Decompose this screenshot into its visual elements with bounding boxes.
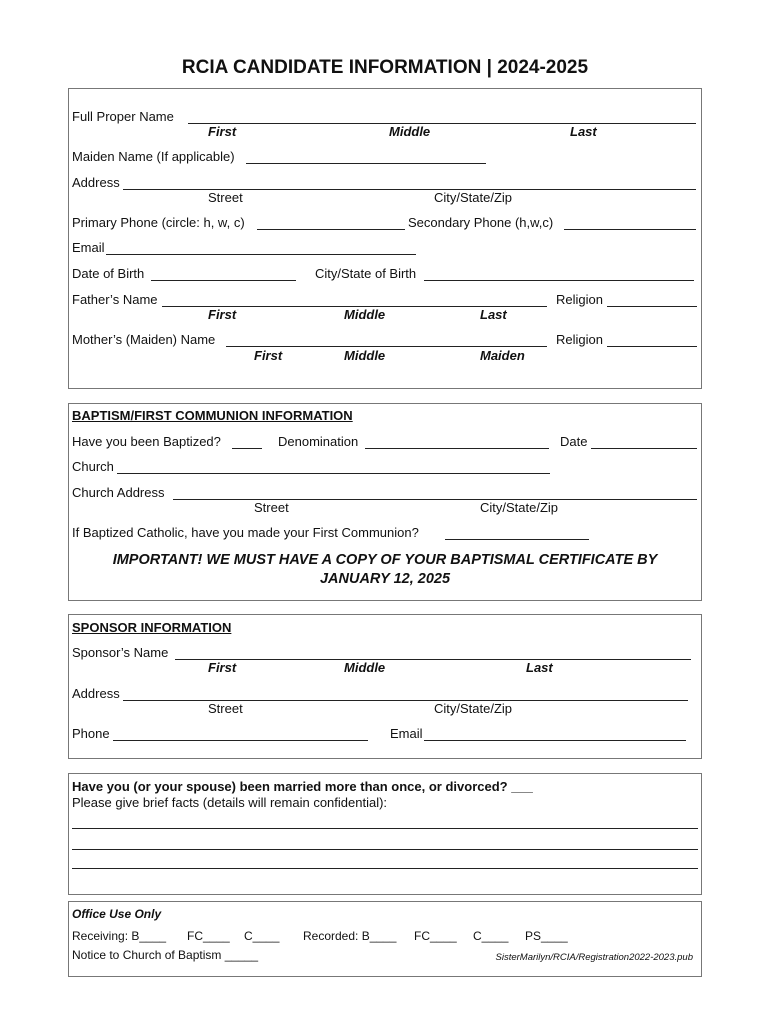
church-label: Church xyxy=(72,459,114,474)
mother-religion-label: Religion xyxy=(556,332,603,347)
baptized-label: Have you been Baptized? xyxy=(72,434,221,449)
primary-phone-label: Primary Phone (circle: h, w, c) xyxy=(72,215,245,230)
father-name-label: Father’s Name xyxy=(72,292,158,307)
mother-maiden-caption: Maiden xyxy=(480,348,525,363)
email-field[interactable] xyxy=(106,254,416,255)
street-caption: Street xyxy=(208,190,243,205)
father-religion-label: Religion xyxy=(556,292,603,307)
office-use-section xyxy=(68,901,702,977)
date-label: Date xyxy=(560,434,588,449)
secondary-phone-label: Secondary Phone (h,w,c) xyxy=(408,215,554,230)
church-city-caption: City/State/Zip xyxy=(480,500,559,515)
marriage-question: Have you (or your spouse) been married more than once, or divorced? ___ xyxy=(72,779,533,794)
recorded-fc: FC____ xyxy=(414,929,457,943)
sponsor-first-caption: First xyxy=(208,660,237,675)
first-caption: First xyxy=(208,124,237,139)
candidate-section xyxy=(68,88,702,389)
father-middle-caption: Middle xyxy=(344,307,386,322)
dob-field[interactable] xyxy=(151,280,296,281)
important-notice-line1: IMPORTANT! WE MUST HAVE A COPY OF YOUR BAPTISMAL CERTIFICATE BY xyxy=(112,552,658,568)
maiden-name-label: Maiden Name (If applicable) xyxy=(72,149,235,164)
page-title: RCIA CANDIDATE INFORMATION | 2024-2025 xyxy=(181,57,589,78)
church-field[interactable] xyxy=(117,473,550,474)
sponsor-name-label: Sponsor’s Name xyxy=(72,645,169,660)
city-state-zip-caption: City/State/Zip xyxy=(434,190,513,205)
recorded-c: C____ xyxy=(473,929,509,943)
denomination-label: Denomination xyxy=(278,434,359,449)
receiving-b: Receiving: B____ xyxy=(72,929,167,943)
primary-phone-field[interactable] xyxy=(257,229,405,230)
notice-label: Notice to Church of Baptism _____ xyxy=(72,948,259,962)
email-label: Email xyxy=(72,240,105,255)
middle-caption: Middle xyxy=(389,124,431,139)
full-name-field[interactable] xyxy=(188,123,696,124)
sponsor-phone-label: Phone xyxy=(72,726,110,741)
marriage-facts-line-2[interactable] xyxy=(72,849,698,850)
receiving-fc: FC____ xyxy=(187,929,230,943)
dob-label: Date of Birth xyxy=(72,266,145,281)
baptism-section xyxy=(68,403,702,601)
baptized-field[interactable] xyxy=(232,448,262,449)
communion-label: If Baptized Catholic, have you made your First Communion? xyxy=(72,525,419,540)
father-religion-field[interactable] xyxy=(607,306,697,307)
office-use-heading: Office Use Only xyxy=(72,907,162,921)
sponsor-street-caption: Street xyxy=(208,701,243,716)
mother-middle-caption: Middle xyxy=(344,348,386,363)
church-address-label: Church Address xyxy=(72,485,165,500)
sponsor-address-label: Address xyxy=(72,686,120,701)
mother-name-field[interactable] xyxy=(226,346,547,347)
mother-first-caption: First xyxy=(254,348,283,363)
marriage-section xyxy=(68,773,702,895)
sponsor-heading: SPONSOR INFORMATION xyxy=(72,620,232,635)
baptism-heading: BAPTISM/FIRST COMMUNION INFORMATION xyxy=(72,408,353,423)
date-field[interactable] xyxy=(591,448,697,449)
recorded-b: Recorded: B____ xyxy=(303,929,397,943)
church-street-caption: Street xyxy=(254,500,289,515)
maiden-name-field[interactable] xyxy=(246,163,486,164)
last-caption: Last xyxy=(570,124,597,139)
father-first-caption: First xyxy=(208,307,237,322)
sponsor-middle-caption: Middle xyxy=(344,660,386,675)
marriage-brief-label: Please give brief facts (details will remain confidential): xyxy=(72,795,388,810)
receiving-c: C____ xyxy=(244,929,280,943)
address-label: Address xyxy=(72,175,120,190)
mother-religion-field[interactable] xyxy=(607,346,697,347)
sponsor-name-field[interactable] xyxy=(175,659,691,660)
sponsor-email-label: Email xyxy=(390,726,423,741)
secondary-phone-field[interactable] xyxy=(564,229,696,230)
birth-city-label: City/State of Birth xyxy=(315,266,417,281)
church-address-field[interactable] xyxy=(173,499,697,500)
file-reference: SisterMarilyn/RCIA/Registration2022-2023.pub xyxy=(495,952,693,963)
recorded-ps: PS____ xyxy=(525,929,568,943)
mother-name-label: Mother’s (Maiden) Name xyxy=(72,332,216,347)
sponsor-section xyxy=(68,614,702,759)
sponsor-last-caption: Last xyxy=(526,660,553,675)
important-notice-line2: JANUARY 12, 2025 xyxy=(319,571,451,587)
sponsor-phone-field[interactable] xyxy=(113,740,368,741)
communion-field[interactable] xyxy=(445,539,589,540)
father-last-caption: Last xyxy=(480,307,507,322)
sponsor-email-field[interactable] xyxy=(424,740,686,741)
marriage-facts-line-3[interactable] xyxy=(72,868,698,869)
full-name-label: Full Proper Name xyxy=(72,109,174,124)
sponsor-city-caption: City/State/Zip xyxy=(434,701,513,716)
marriage-facts-line-1[interactable] xyxy=(72,828,698,829)
birth-city-field[interactable] xyxy=(424,280,694,281)
denomination-field[interactable] xyxy=(365,448,549,449)
